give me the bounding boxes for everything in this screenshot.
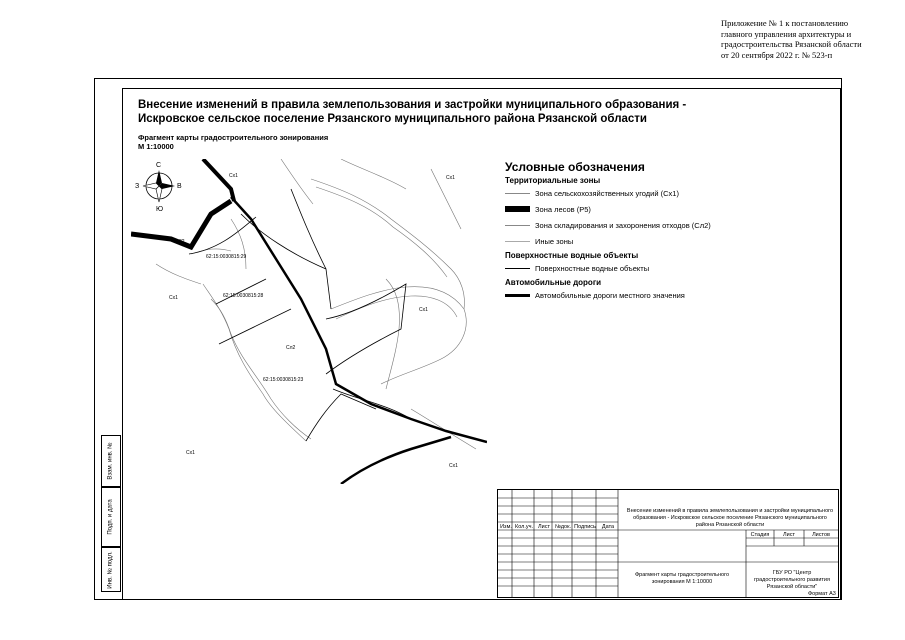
zoning-map <box>131 159 487 484</box>
compass-e: В <box>177 183 182 190</box>
appendix-note <box>721 18 891 60</box>
legend-label: Поверхностные водные объекты <box>535 263 650 273</box>
swatch-road-line-icon <box>505 294 530 297</box>
side-cell-sign-date <box>101 487 121 547</box>
compass-rose-icon <box>135 162 182 213</box>
title-line-1: Внесение изменений в правила землепользования и застройки муниципального образования - <box>138 99 687 111</box>
parcel-29-label: 62:15:0030815:29 <box>206 254 247 260</box>
sheet-name: Фрагмент карты градостроительного зонирования М 1:10000 <box>634 572 730 585</box>
side-cell-inv-sub <box>101 435 121 487</box>
title-block-cols <box>499 524 619 530</box>
legend-label: Зона лесов (Р5) <box>535 204 591 214</box>
legend-item <box>505 287 815 303</box>
fragment-label: Фрагмент карты градостроительного зонирования <box>138 133 329 142</box>
org-name: ГБУ РО "Центр градостроительного развития Рязанской области" <box>754 570 830 590</box>
appendix-line: главного управления архитектуры и <box>721 28 852 39</box>
compass-n: С <box>156 162 162 169</box>
compass-w: З <box>135 183 140 190</box>
zone-sh1-label: Сх1 <box>449 463 458 469</box>
stage-label: Лист <box>783 532 795 538</box>
zone-sh1-label: Сх1 <box>229 173 238 179</box>
stage-cols <box>746 532 838 538</box>
legend-section-zones: Территориальные зоны <box>505 176 601 185</box>
legend-label: Зона сельскохозяйственных угодий (Сх1) <box>535 188 679 198</box>
map-caption <box>138 133 328 151</box>
forest-zone <box>131 159 234 247</box>
legend-item <box>505 260 815 276</box>
title-block <box>497 489 839 598</box>
stamp-title: Внесение изменений в правила землепользования и застройки муниципального образования - Искровское сельское поселение Рязанского муниципального района Рязанской области <box>626 508 834 528</box>
side-label: Взам. инв. № <box>108 442 115 480</box>
legend-item <box>505 217 815 233</box>
col-label: Дата <box>601 524 615 530</box>
swatch-thin-line-icon <box>505 225 530 226</box>
side-label: Подп. и дата <box>108 499 114 535</box>
stage-label: Стадия <box>750 532 770 538</box>
legend-title: Условные обозначения <box>505 160 645 174</box>
col-label: Лист <box>538 524 550 530</box>
local-road-west <box>341 437 451 484</box>
document-title <box>138 98 738 126</box>
side-cell-inv-orig <box>101 547 121 592</box>
legend <box>505 160 815 303</box>
title-line-2: Искровское сельское поселение Рязанского муниципального района Рязанской области <box>138 113 647 125</box>
legend-item <box>505 185 815 201</box>
format-label: Формат А3 <box>808 591 836 597</box>
stage-label: Листов <box>812 532 830 538</box>
col-label: Изм. <box>500 524 512 530</box>
appendix-line: градостроительства Рязанской области <box>721 39 862 49</box>
legend-item <box>505 233 815 249</box>
parcel-23-label: 62:15:0030815:23 <box>263 377 304 383</box>
zone-sp2-label: Сл2 <box>286 345 296 351</box>
parcel-28-label: 62:15:0030815:28 <box>223 293 264 299</box>
zone-sh1-label: Сх1 <box>446 175 455 181</box>
legend-section-water: Поверхностные водные объекты <box>505 251 639 260</box>
swatch-water-line-icon <box>505 268 530 269</box>
swatch-thick-line-icon <box>505 206 530 212</box>
road-number-label: 22 <box>179 239 185 245</box>
side-stamp <box>101 435 121 592</box>
col-label: №док. <box>554 524 572 530</box>
zone-sh1-label: Сх1 <box>419 307 428 313</box>
legend-item <box>505 201 815 217</box>
zone-sh1-label: Сх1 <box>169 295 178 301</box>
map-contours <box>156 159 476 449</box>
zone-sh1-label: Сх1 <box>186 450 195 456</box>
legend-label: Иные зоны <box>535 236 574 246</box>
col-label: Подпись <box>574 524 596 530</box>
swatch-thin-line-icon <box>505 193 530 194</box>
swatch-thin-line-icon <box>505 241 530 242</box>
legend-section-roads: Автомобильные дороги <box>505 278 602 287</box>
compass-s: Ю <box>156 206 164 213</box>
appendix-line: от 20 сентября 2022 г. № 523-п <box>721 49 833 60</box>
col-label: Кол.уч. <box>514 524 534 530</box>
legend-label: Автомобильные дороги местного значения <box>535 290 685 300</box>
appendix-line: Приложение № 1 к постановлению <box>721 18 849 28</box>
side-label: Инв. № подл. <box>108 550 114 589</box>
scale-label: М 1:10000 <box>138 142 174 151</box>
legend-label: Зона складирования и захоронения отходов (Сл2) <box>535 220 711 230</box>
